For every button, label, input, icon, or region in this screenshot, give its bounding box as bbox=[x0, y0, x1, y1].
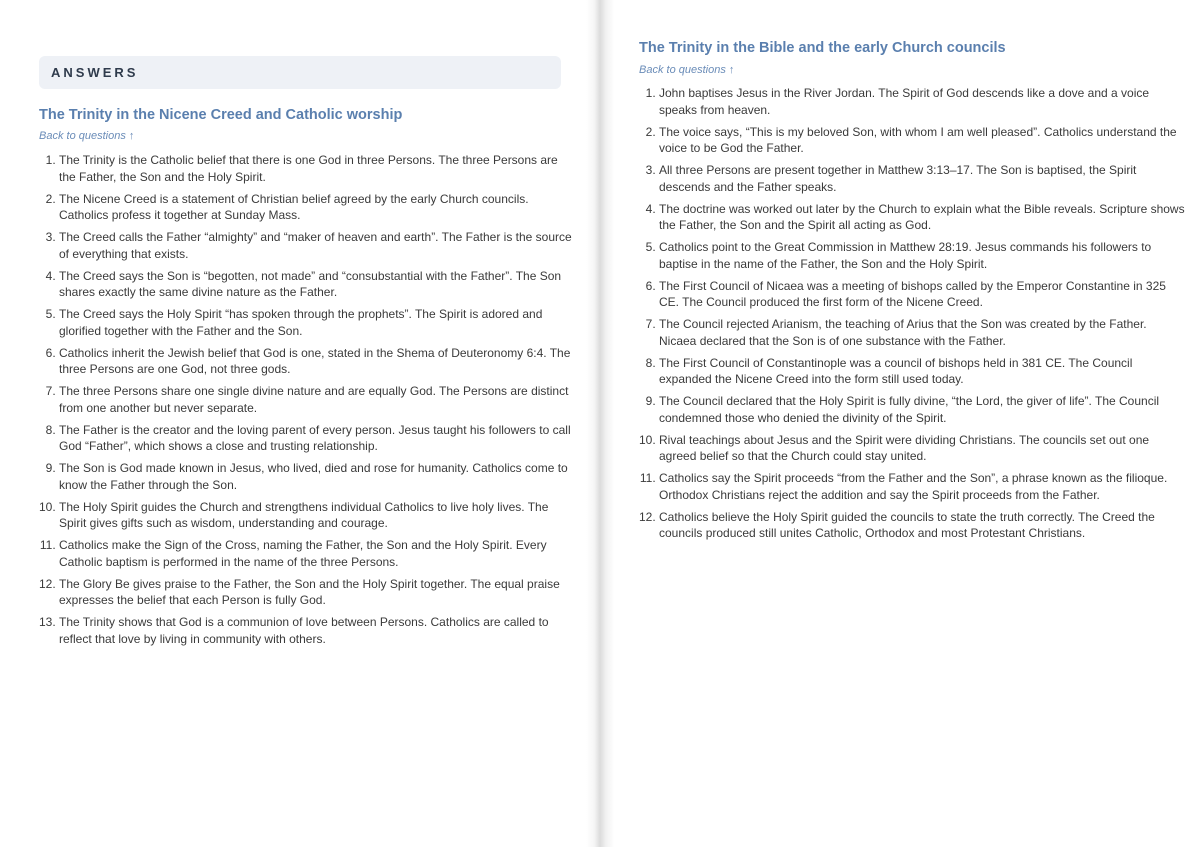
answer-item: 11. Catholics make the Sign of the Cross, naming the Father, the Son and the Holy Spirit. Every Catholic baptism is performed in the name of the three Persons. bbox=[59, 537, 574, 570]
answer-item: 9. The Council declared that the Holy Spirit is fully divine, “the Lord, the giver of life”. The Council condemned those who denied the divinity of the Spirit. bbox=[659, 393, 1185, 426]
answers-list-bible-councils bbox=[639, 85, 1185, 547]
answer-item: 3. The Creed calls the Father “almighty” and “maker of heaven and earth”. The Father is the source of everything that exists. bbox=[59, 229, 574, 262]
answer-item: 2. The voice says, “This is my beloved Son, with whom I am well pleased”. Catholics understand the voice to be God the Father. bbox=[659, 124, 1185, 157]
answer-item: 11. Catholics say the Spirit proceeds “from the Father and the Son”, a phrase known as the filioque. Orthodox Christians reject the addition and say the Spirit proceeds from the Father. bbox=[659, 470, 1185, 503]
answer-item: 6. The First Council of Nicaea was a meeting of bishops called by the Emperor Constantine in 325 CE. The Council produced the first form of the Nicene Creed. bbox=[659, 278, 1185, 311]
answer-item: 5. The Creed says the Holy Spirit “has spoken through the prophets”. The Spirit is adored and glorified together with the Father and the Son. bbox=[59, 306, 574, 339]
back-to-questions-link[interactable]: Back to questions ↑ bbox=[639, 64, 735, 76]
right-page bbox=[602, 0, 1200, 847]
left-page bbox=[0, 0, 598, 847]
answer-item: 5. Catholics point to the Great Commission in Matthew 28:19. Jesus commands his followers to baptise in the name of the Father, the Son and the Holy Spirit. bbox=[659, 239, 1185, 272]
page-gutter-shadow bbox=[586, 0, 614, 847]
answers-banner bbox=[39, 56, 561, 89]
answer-item: 4. The Creed says the Son is “begotten, not made” and “consubstantial with the Father”. The Son shares exactly the same divine nature as the Father. bbox=[59, 268, 574, 301]
answer-item: 10. The Holy Spirit guides the Church and strengthens individual Catholics to live holy lives. The Spirit gives gifts such as wisdom, understanding and courage. bbox=[59, 499, 574, 532]
answer-item: 1. John baptises Jesus in the River Jordan. The Spirit of God descends like a dove and a voice speaks from heaven. bbox=[659, 85, 1185, 118]
answers-list-nicene-creed bbox=[39, 152, 574, 653]
back-to-questions-link[interactable]: Back to questions ↑ bbox=[39, 130, 135, 142]
answer-item: 12. Catholics believe the Holy Spirit guided the councils to state the truth correctly. The Creed the councils produced still unites Catholic, Orthodox and most Protestant Christians. bbox=[659, 509, 1185, 542]
answer-item: 1. The Trinity is the Catholic belief that there is one God in three Persons. The three Persons are the Father, the Son and the Holy Spirit. bbox=[59, 152, 574, 185]
answer-item: 2. The Nicene Creed is a statement of Christian belief agreed by the early Church councils. Catholics profess it together at Sunday Mass. bbox=[59, 191, 574, 224]
answer-item: 10. Rival teachings about Jesus and the Spirit were dividing Christians. The councils set out one agreed belief so that the Church could stay united. bbox=[659, 432, 1185, 465]
answer-item: 8. The Father is the creator and the loving parent of every person. Jesus taught his followers to call God “Father”, which shows a close and trusting relationship. bbox=[59, 422, 574, 455]
answer-item: 6. Catholics inherit the Jewish belief that God is one, stated in the Shema of Deuteronomy 6:4. The three Persons are one God, not three gods. bbox=[59, 345, 574, 378]
answer-item: 7. The Council rejected Arianism, the teaching of Arius that the Son was created by the Father. Nicaea declared that the Son is of one substance with the Father. bbox=[659, 316, 1185, 349]
section-title-nicene-creed: The Trinity in the Nicene Creed and Catholic worship bbox=[39, 107, 403, 123]
answer-item: 9. The Son is God made known in Jesus, who lived, died and rose for humanity. Catholics come to know the Father through the Son. bbox=[59, 460, 574, 493]
answer-item: 8. The First Council of Constantinople was a council of bishops held in 381 CE. The Council expanded the Nicene Creed into the form still used today. bbox=[659, 355, 1185, 388]
answers-heading: ANSWERS bbox=[51, 65, 139, 80]
answer-item: 7. The three Persons share one single divine nature and are equally God. The Persons are distinct from one another but never separate. bbox=[59, 383, 574, 416]
answer-item: 4. The doctrine was worked out later by the Church to explain what the Bible reveals. Scripture shows the Father, the Son and the Spirit all acting as God. bbox=[659, 201, 1185, 234]
answer-item: 3. All three Persons are present together in Matthew 3:13–17. The Son is baptised, the Spirit descends and the Father speaks. bbox=[659, 162, 1185, 195]
answer-item: 13. The Trinity shows that God is a communion of love between Persons. Catholics are called to reflect that love by living in community with others. bbox=[59, 614, 574, 647]
section-title-bible-councils: The Trinity in the Bible and the early Church councils bbox=[639, 40, 1006, 56]
answer-item: 12. The Glory Be gives praise to the Father, the Son and the Holy Spirit together. The equal praise expresses the belief that each Person is fully God. bbox=[59, 576, 574, 609]
